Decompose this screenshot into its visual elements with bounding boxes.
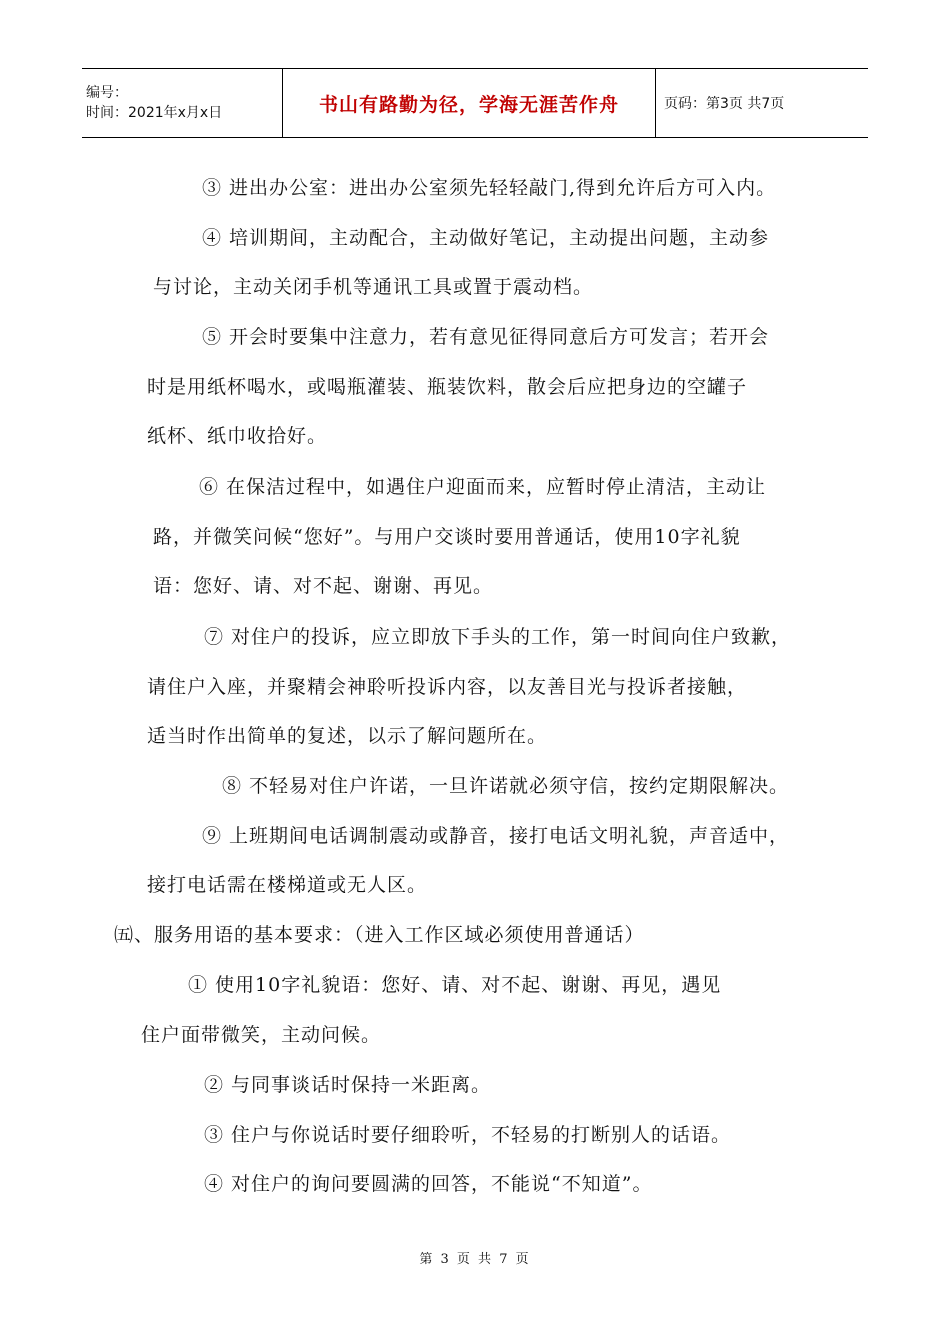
header-motto: 书山有路勤为径，学海无涯苦作舟 — [318, 93, 619, 116]
text-line: ⑦ 对住户的投诉，应立即放下手头的工作，第一时间向住户致歉， — [204, 626, 792, 648]
text-line: ② 与同事谈话时保持一米距离。 — [204, 1074, 492, 1096]
section-heading: ㈤、服务用语的基本要求：（进入工作区域必须使用普通话） — [114, 924, 645, 946]
text-line: ⑧ 不轻易对住户许诺，一旦许诺就必须守信，按约定期限解决。 — [222, 775, 790, 797]
text-line: ④ 对住户的询问要圆满的回答，不能说“不知道”。 — [204, 1173, 653, 1195]
text-line: ③ 住户与你说话时要仔细聆听，不轻易的打断别人的话语。 — [204, 1124, 732, 1146]
header-left-cell — [82, 69, 282, 137]
document-time: 时间：2021年x月x日 — [86, 105, 223, 121]
page-indicator: 页码：第3页 共7页 — [664, 96, 785, 112]
page-header — [82, 68, 868, 138]
text-line: ⑥ 在保洁过程中，如遇住户迎面而来，应暂时停止清洁，主动让 — [199, 476, 767, 498]
header-right-cell — [656, 69, 868, 137]
text-line: 语：您好、请、对不起、谢谢、再见。 — [153, 575, 494, 597]
text-line: 适当时作出简单的复述，以示了解问题所在。 — [147, 725, 548, 747]
text-line: ③ 进出办公室：进出办公室须先轻轻敲门,得到允许后方可入内。 — [202, 177, 777, 199]
text-line: ④ 培训期间，主动配合，主动做好笔记，主动提出问题，主动参 — [202, 227, 770, 249]
text-line: 住户面带微笑，主动问候。 — [141, 1024, 382, 1046]
text-line: 接打电话需在楼梯道或无人区。 — [147, 874, 428, 896]
document-number: 编号： — [86, 85, 128, 101]
text-line: 请住户入座，并聚精会神聆听投诉内容，以友善目光与投诉者接触， — [147, 676, 748, 698]
text-line: ⑤ 开会时要集中注意力，若有意见征得同意后方可发言；若开会 — [202, 326, 770, 348]
text-line: 路，并微笑问候“您好”。与用户交谈时要用普通话，使用10字礼貌 — [153, 526, 741, 548]
page-footer: 第 3 页 共 7 页 — [419, 1252, 531, 1267]
text-line: ⑨ 上班期间电话调制震动或静音，接打电话文明礼貌，声音适中， — [202, 825, 790, 847]
text-line: 时是用纸杯喝水，或喝瓶灌装、瓶装饮料，散会后应把身边的空罐子 — [147, 376, 748, 398]
text-line: 与讨论，主动关闭手机等通讯工具或置于震动档。 — [153, 276, 594, 298]
header-middle-cell — [282, 69, 656, 137]
text-line: 纸杯、纸巾收拾好。 — [147, 425, 328, 447]
text-line: ① 使用10字礼貌语：您好、请、对不起、谢谢、再见，遇见 — [188, 974, 722, 996]
